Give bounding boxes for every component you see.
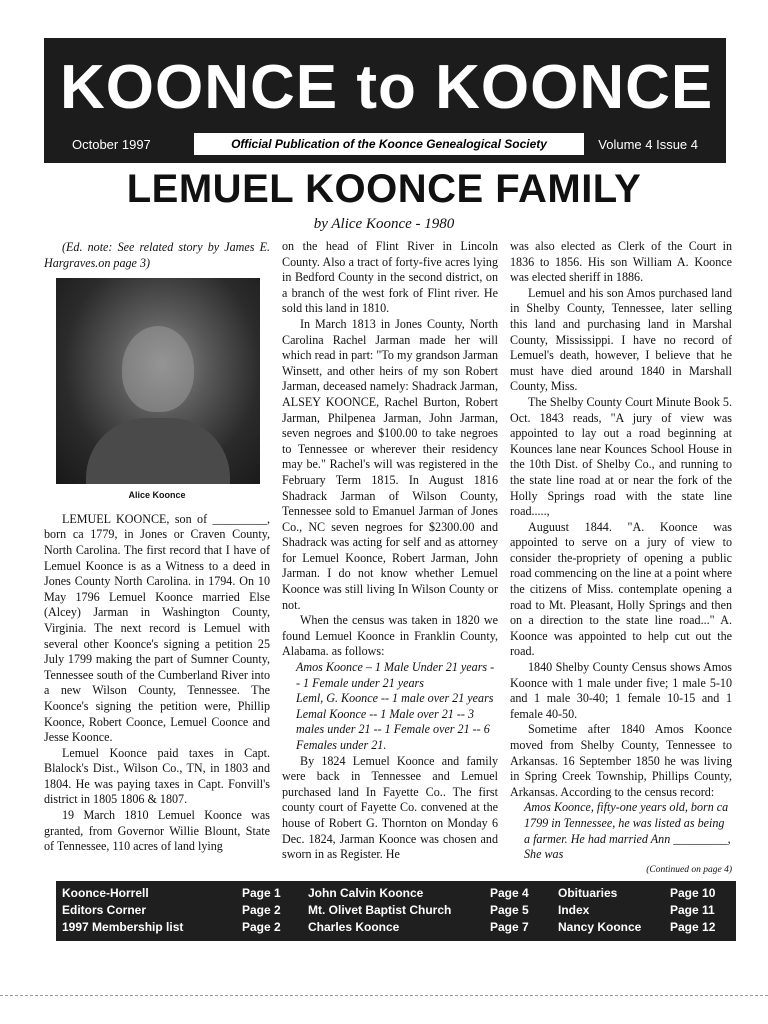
- contents-footer: [56, 881, 736, 941]
- paragraph: on the head of Flint River in Lincoln County. Also a tract of forty-five acres lying in Bedford County in the second district, on a branch of the west fork of Flint river. He sold this land in 1810.: [282, 239, 498, 316]
- toc-page: Page 5: [490, 903, 529, 917]
- paragraph: Lemuel Koonce paid taxes in Capt. Blalock's Dist., Wilson Co., TN, in 1803 and 1804. He was paying taxes in Capt. Fonvill's district in 1805 1806 & 1807.: [44, 745, 270, 807]
- author-photo: [56, 278, 260, 484]
- toc-item[interactable]: John Calvin Koonce: [308, 886, 424, 900]
- toc-page: Page 12: [670, 920, 716, 934]
- issue-date: October 1997: [72, 137, 151, 152]
- article-column-1: [44, 240, 270, 855]
- toc-page: Page 10: [670, 886, 716, 900]
- page-bottom-rule: [0, 995, 768, 997]
- article-headline: LEMUEL KOONCE FAMILY: [126, 167, 642, 211]
- paragraph: Lemuel and his son Amos purchased land in Shelby County, Tennessee, later selling this land and purchasing land in Marshal County, Mississippi. I have no record of Lemuel's death, however, I believe that he must have died around 1840 in Marshall County, Miss.: [510, 285, 732, 394]
- masthead: [44, 38, 726, 163]
- toc-page: Page 7: [490, 920, 529, 934]
- paragraph: 1840 Shelby County Census shows Amos Koonce with 1 male under five; 1 male 5-10 and 1 male 30-40; 1 female 10-15 and 1 female 40-50.: [510, 660, 732, 721]
- census-entry: Leml, G. Koonce -- 1 male over 21 years: [296, 691, 494, 706]
- toc-page: Page 2: [242, 903, 281, 917]
- toc-item[interactable]: Mt. Olivet Baptist Church: [308, 903, 452, 917]
- toc-item[interactable]: Nancy Koonce: [558, 920, 642, 934]
- paragraph: Sometime after 1840 Amos Koonce moved from Shelby County, Tennessee to Arkansas. 16 September 1850 he was living in Spring Creek Township, Phillips County, Arkansas. According to the census record:: [510, 722, 732, 799]
- masthead-info-bar: [44, 129, 726, 159]
- census-entry: Amos Koonce – 1 Male Under 21 years -- 1 Female under 21 years: [296, 660, 495, 690]
- photo-body: [86, 418, 230, 484]
- editor-note: (Ed. note: See related story by James E. Hargraves.on page 3): [44, 240, 270, 270]
- paragraph: LEMUEL KOONCE, son of _________, born ca 1779, in Jones or Craven County, North Carolina. The first record that I have of Lemuel Koonce is as a Witness to a deed in Jones County North Carolina. in 1794. On 10 May 1796 Lemuel Koonce married Else (Alcey) Jarman in Washington County, Virginia. The next record is Lemuel with several other Koonce's signing a petition 25 July 1799 making the part of Sumner County, Tennessee south of the Cumberland River into a new Wilson County, Tennessee. The Koonce's signing the petition were, Phillip Koonce, Robert Coonce, Lemuel Coonce and Jesse Koonce.: [44, 511, 270, 745]
- footer-col-1-pages: [242, 885, 281, 936]
- toc-page: Page 11: [670, 903, 715, 917]
- toc-item[interactable]: Obituaries: [558, 886, 618, 900]
- footer-col-3-pages: [670, 885, 715, 936]
- census-quote: Amos Koonce, fifty-one years old, born ca 1799 in Tennessee, he was listed as being a farmer. He had married Ann _________, She was: [524, 800, 731, 862]
- toc-page: Page 4: [490, 886, 529, 900]
- paragraph: 19 March 1810 Lemuel Koonce was granted, from Governor Willie Blount, State of Tennessee, 110 acres of land lying: [44, 808, 270, 854]
- toc-item[interactable]: Index: [558, 903, 590, 917]
- continued-note: (Continued on page 4): [646, 864, 732, 875]
- photo-caption: Alice Koonce: [128, 490, 186, 501]
- publication-subtitle: Official Publication of the Koonce Genealogical Society: [194, 133, 584, 155]
- toc-item[interactable]: Koonce-Horrell: [62, 886, 149, 900]
- toc-page: Page 1: [242, 886, 281, 900]
- toc-item[interactable]: Charles Koonce: [308, 920, 400, 934]
- census-entry: Lemal Koonce -- 1 Male over 21 -- 3 males under 21 -- 1 Female over 21 -- 6 Females under 21.: [296, 706, 490, 752]
- paragraph: The Shelby County Court Minute Book 5. Oct. 1843 reads, "A jury of view was appointed to lay out a road beginning at Kounces lane near Kounces School House in the 10th Dist. of Shelby Co., and running to the state line road at or near the fork of the Holly Springs road with the state line road.....,: [510, 394, 732, 519]
- paragraph: In March 1813 in Jones County, North Carolina Rachel Jarman made her will which read in part: "To my grandson Jarman Winsett, and other heirs of my son Robert Jarman, deceased namely: Shadrack Jarman, ALSEY KOONCE, Rachel Burton, Robert Jarman, Philpenea Jarman, John Jarman, seven negroes and $100.00 to take negroes to Tennessee or wherever their residency may be." Rachel's will was registered in the February Term 1815. In August 1816 Shadrack Jarman of Wilson County, Tennessee sold to Emanuel Jarman of Jones Co., NC seven negroes for $2300.00 and Shadrack was acting for self and as attorney for Lemuel Koonce, Robert Jarman, John Jarman. I do not know whether Lemuel Koonce was still living In Wilson County or not.: [282, 316, 498, 612]
- paragraph: was also elected as Clerk of the Court in 1836 to 1856. His son William A. Koonce was elected sheriff in 1886.: [510, 239, 732, 285]
- article-column-3: [510, 239, 732, 878]
- photo-face: [122, 326, 194, 412]
- article-byline: by Alice Koonce - 1980: [313, 216, 455, 232]
- toc-item[interactable]: Editors Corner: [62, 903, 147, 917]
- footer-col-2-pages: [490, 885, 529, 936]
- footer-col-3-titles: [558, 885, 641, 936]
- article-column-2: [282, 239, 498, 863]
- paragraph: By 1824 Lemuel Koonce and family were back in Tennessee and Lemuel purchased land In Fayette Co.. The first county court of Fayette Co. convened at the house of Robert G. Thornton on Monday 6 Dec. 1824, Jarman Koonce was chosen and sworn in as Register. He: [282, 753, 498, 862]
- paragraph: When the census was taken in 1820 we found Lemuel Koonce in Franklin County, Alabama. as follows:: [282, 613, 498, 659]
- footer-col-1-titles: [62, 885, 183, 936]
- footer-col-2-titles: [308, 885, 451, 936]
- newsletter-title: KOONCE to KOONCE: [60, 53, 714, 122]
- toc-item[interactable]: 1997 Membership list: [62, 920, 184, 934]
- toc-page: Page 2: [242, 920, 281, 934]
- paragraph: Auguust 1844. "A. Koonce was appointed to serve on a jury of view to consider the-propriety of opening a public road commencing on the line at a point where the citizens of Miss. contemplate opening a road to Mt. Pleasant, Holly Springs and then on a direction to the state line road..." A. Koonce was appointed to help cut out the road.: [510, 519, 732, 659]
- volume-issue: Volume 4 Issue 4: [598, 137, 698, 152]
